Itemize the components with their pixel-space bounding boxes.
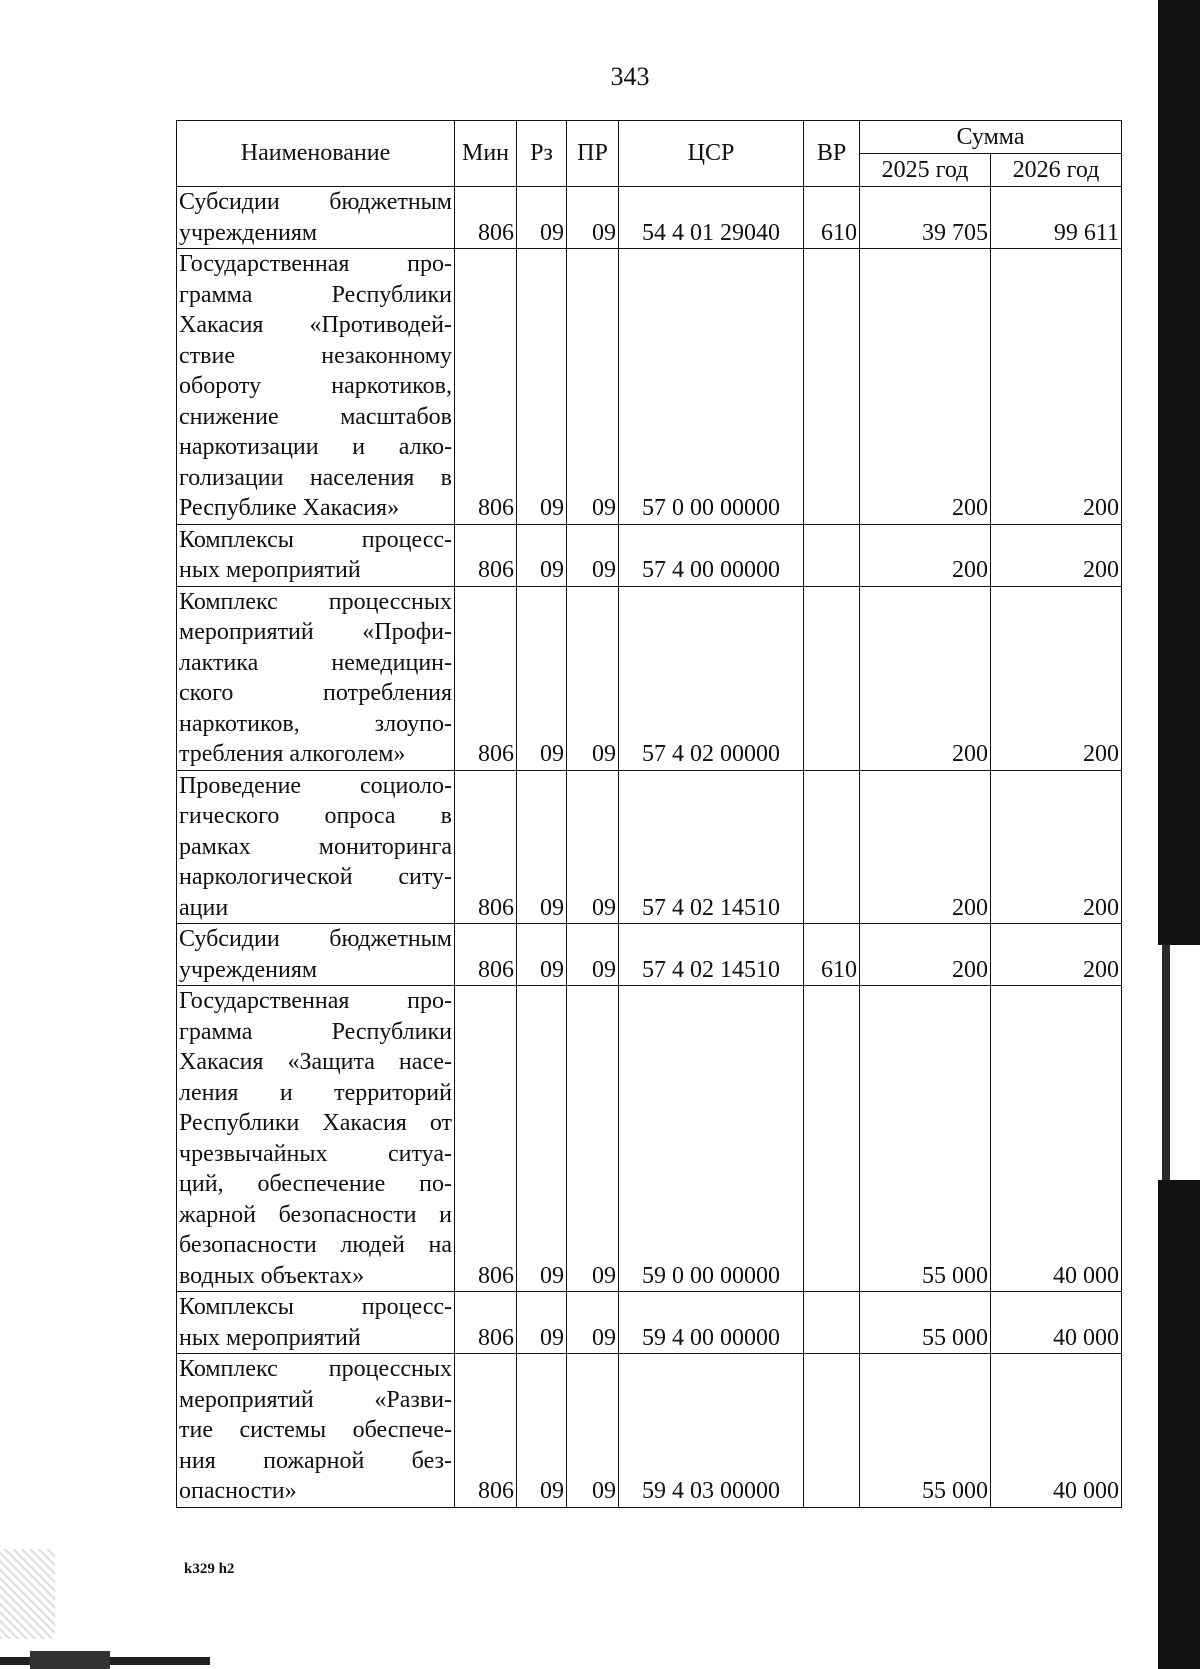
row-csr: 57 0 00 00000 — [619, 249, 804, 525]
row-name-line: Проведение социоло- — [179, 772, 452, 799]
row-sum-2026: 40 000 — [991, 1292, 1122, 1354]
row-rz: 09 — [517, 986, 567, 1292]
row-name-line: рамках мониторинга — [179, 833, 452, 860]
table-row — [177, 1292, 1122, 1354]
row-sum-2026: 200 — [991, 249, 1122, 525]
row-sum-2025: 55 000 — [860, 1292, 991, 1354]
header-pr: ПР — [567, 121, 619, 187]
row-sum-2025: 39 705 — [860, 187, 991, 249]
header-year-2026: 2026 год — [991, 154, 1122, 187]
row-name-line: учреждениям — [179, 956, 318, 983]
table-header-row — [177, 121, 1122, 154]
row-vr — [804, 1292, 860, 1354]
row-name — [177, 986, 455, 1292]
row-name-line: водных объектах» — [179, 1262, 365, 1289]
row-sum-2026: 200 — [991, 770, 1122, 924]
row-csr: 57 4 02 14510 — [619, 770, 804, 924]
row-name — [177, 1292, 455, 1354]
footer-code: k329 h2 — [184, 1561, 235, 1577]
scan-edge-bar — [1158, 0, 1200, 945]
row-sum-2026: 99 611 — [991, 187, 1122, 249]
row-name — [177, 770, 455, 924]
row-name-line: снижение масштабов — [179, 403, 452, 430]
row-name-line: безопасности людей на — [179, 1232, 452, 1258]
row-rz: 09 — [517, 770, 567, 924]
row-name-line: гического опроса в — [179, 803, 452, 829]
table-row — [177, 524, 1122, 586]
row-name-line: Комплексы процесс- — [179, 1294, 452, 1320]
row-rz: 09 — [517, 586, 567, 770]
row-name-line: Субсидии бюджетным — [179, 926, 452, 952]
row-name-line: ных мероприятий — [179, 557, 361, 583]
scan-artifact — [0, 1649, 210, 1669]
row-name-line: лактика немедицин- — [179, 649, 452, 676]
row-min: 806 — [455, 249, 517, 525]
row-csr: 54 4 01 29040 — [619, 187, 804, 249]
row-name-line: грамма Республики — [179, 1018, 452, 1045]
header-year-2025: 2025 год — [860, 154, 991, 187]
row-name — [177, 586, 455, 770]
row-rz: 09 — [517, 524, 567, 586]
row-name-line: ации — [179, 894, 229, 921]
row-name — [177, 187, 455, 249]
scan-artifact-speck — [0, 1549, 55, 1639]
table-row — [177, 986, 1122, 1292]
row-vr — [804, 770, 860, 924]
header-rz: Рз — [517, 121, 567, 187]
row-pr: 09 — [567, 924, 619, 986]
row-name-line: грамма Республики — [179, 281, 452, 308]
row-name-line: мероприятий «Профи- — [179, 619, 452, 645]
row-vr — [804, 586, 860, 770]
row-name-line: требления алкоголем» — [179, 741, 406, 767]
row-name-line: Республики Хакасия от — [179, 1110, 452, 1136]
row-sum-2025: 55 000 — [860, 986, 991, 1292]
row-pr: 09 — [567, 1292, 619, 1354]
row-csr: 59 4 03 00000 — [619, 1354, 804, 1508]
row-name-line: учреждениям — [179, 219, 318, 246]
row-name-line: Комплекс процессных — [179, 588, 452, 615]
row-name-line: наркологической ситу- — [179, 864, 452, 890]
header-sum: Сумма — [860, 121, 1122, 154]
table-body — [177, 187, 1122, 1508]
row-sum-2026: 200 — [991, 924, 1122, 986]
row-min: 806 — [455, 924, 517, 986]
row-pr: 09 — [567, 1354, 619, 1508]
row-vr — [804, 249, 860, 525]
scan-edge-bar-lower — [1158, 1180, 1200, 1669]
row-csr: 59 0 00 00000 — [619, 986, 804, 1292]
budget-table — [176, 120, 1122, 1508]
row-sum-2025: 200 — [860, 770, 991, 924]
row-name-line: Комплекс процессных — [179, 1356, 452, 1382]
row-name-line: ций, обеспечение по- — [179, 1171, 452, 1197]
row-name-line: наркотиков, злоупо- — [179, 710, 452, 737]
table-row — [177, 770, 1122, 924]
row-csr: 57 4 02 00000 — [619, 586, 804, 770]
row-name — [177, 1354, 455, 1508]
row-sum-2026: 200 — [991, 524, 1122, 586]
row-min: 806 — [455, 187, 517, 249]
row-rz: 09 — [517, 1354, 567, 1508]
row-name-line: жарной безопасности и — [179, 1201, 452, 1228]
row-sum-2026: 40 000 — [991, 986, 1122, 1292]
header-csr: ЦСР — [619, 121, 804, 187]
row-name-line: Хакасия «Защита насе- — [179, 1049, 452, 1075]
row-sum-2025: 200 — [860, 586, 991, 770]
row-name — [177, 249, 455, 525]
row-pr: 09 — [567, 524, 619, 586]
row-sum-2026: 200 — [991, 586, 1122, 770]
row-min: 806 — [455, 986, 517, 1292]
row-name-line: Хакасия «Противодей- — [179, 312, 452, 338]
row-name-line: Комплексы процесс- — [179, 526, 452, 553]
row-csr: 59 4 00 00000 — [619, 1292, 804, 1354]
table-row — [177, 924, 1122, 986]
row-sum-2025: 200 — [860, 924, 991, 986]
row-name-line: тие системы обеспече- — [179, 1417, 452, 1443]
row-name — [177, 524, 455, 586]
scan-edge-line — [1162, 945, 1170, 1180]
row-rz: 09 — [517, 924, 567, 986]
table-row — [177, 249, 1122, 525]
row-name-line: ствие незаконному — [179, 342, 452, 369]
row-name-line: Субсидии бюджетным — [179, 189, 452, 215]
row-vr: 610 — [804, 924, 860, 986]
row-name-line: Государственная про- — [179, 251, 452, 277]
row-rz: 09 — [517, 1292, 567, 1354]
row-min: 806 — [455, 524, 517, 586]
row-rz: 09 — [517, 249, 567, 525]
table-row — [177, 187, 1122, 249]
table-row — [177, 586, 1122, 770]
row-name-line: голизации населения в — [179, 464, 452, 491]
row-pr: 09 — [567, 986, 619, 1292]
row-sum-2025: 200 — [860, 524, 991, 586]
row-pr: 09 — [567, 187, 619, 249]
row-csr: 57 4 02 14510 — [619, 924, 804, 986]
row-name — [177, 924, 455, 986]
table-row — [177, 1354, 1122, 1508]
row-name-line: чрезвычайных ситуа- — [179, 1140, 452, 1167]
row-pr: 09 — [567, 770, 619, 924]
header-vr: ВР — [804, 121, 860, 187]
header-name: Наименование — [177, 121, 455, 187]
row-name-line: обороту наркотиков, — [179, 373, 452, 399]
row-name-line: ных мероприятий — [179, 1324, 361, 1351]
row-min: 806 — [455, 1354, 517, 1508]
row-pr: 09 — [567, 249, 619, 525]
row-min: 806 — [455, 586, 517, 770]
row-name-line: Республике Хакасия» — [179, 495, 400, 521]
row-vr — [804, 1354, 860, 1508]
scan-artifact-blot — [30, 1651, 110, 1669]
row-csr: 57 4 00 00000 — [619, 524, 804, 586]
row-vr — [804, 524, 860, 586]
row-name-line: ского потребления — [179, 680, 452, 706]
row-min: 806 — [455, 1292, 517, 1354]
row-name-line: наркотизации и алко- — [179, 434, 452, 460]
row-name-line: ния пожарной без- — [179, 1447, 452, 1474]
page-number: 343 — [610, 62, 650, 91]
row-sum-2026: 40 000 — [991, 1354, 1122, 1508]
row-name-line: опасности» — [179, 1478, 297, 1504]
row-pr: 09 — [567, 586, 619, 770]
row-min: 806 — [455, 770, 517, 924]
row-name-line: мероприятий «Разви- — [179, 1386, 452, 1413]
row-sum-2025: 55 000 — [860, 1354, 991, 1508]
row-name-line: Государственная про- — [179, 988, 452, 1014]
row-vr: 610 — [804, 187, 860, 249]
row-name-line: ления и территорий — [179, 1079, 452, 1106]
row-rz: 09 — [517, 187, 567, 249]
row-sum-2025: 200 — [860, 249, 991, 525]
header-min: Мин — [455, 121, 517, 187]
row-vr — [804, 986, 860, 1292]
